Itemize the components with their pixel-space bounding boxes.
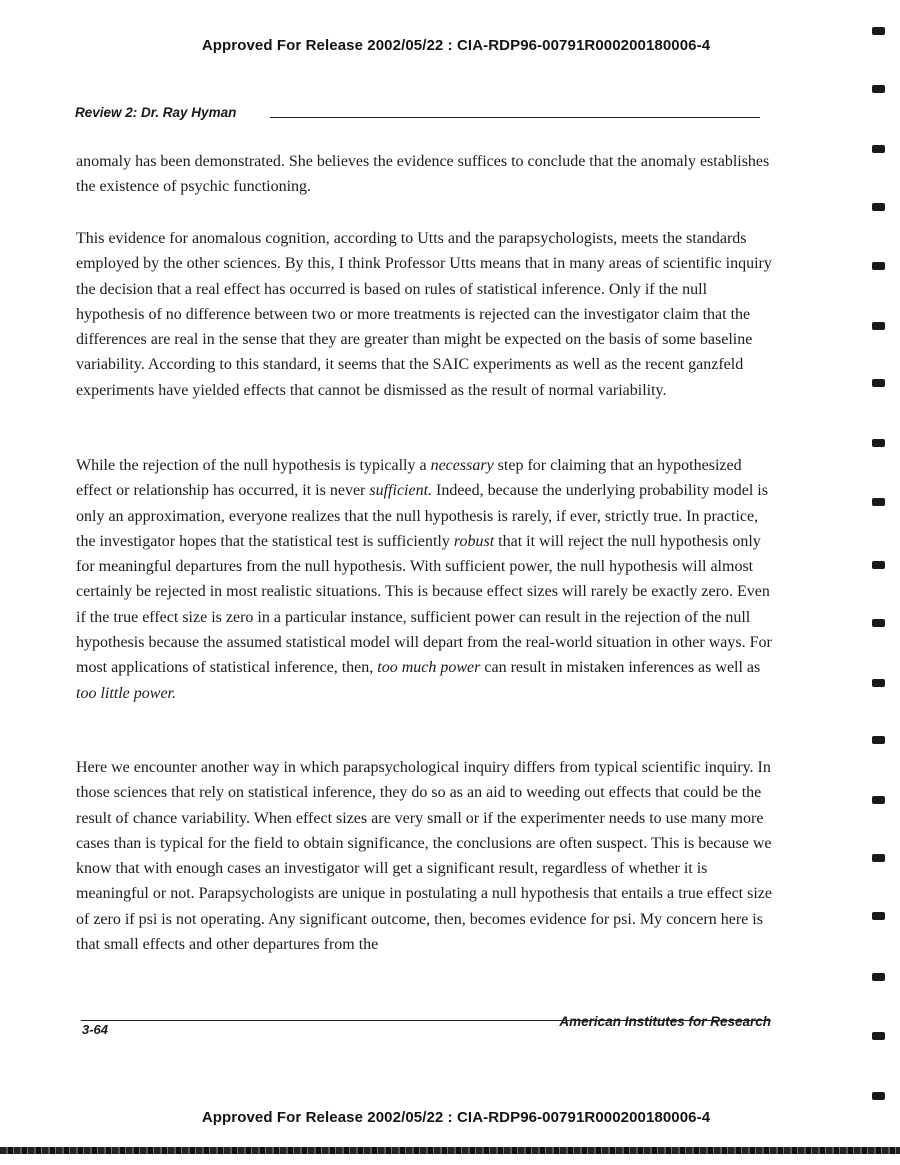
header-rule (270, 117, 760, 118)
scan-margin-mark (872, 1092, 885, 1100)
text-run: step for claiming that an hypothesized effect or relationship has occurred, it is never (76, 457, 742, 500)
scan-margin-mark (872, 203, 885, 211)
scan-margin-mark (872, 85, 885, 93)
running-header: Review 2: Dr. Ray Hyman (75, 105, 237, 120)
scan-margin-mark (872, 561, 885, 569)
scan-margin-mark (872, 322, 885, 330)
emphasis-too-much-power: too much power (377, 659, 481, 677)
paragraph-4 (76, 755, 776, 982)
footer-rule (81, 1020, 771, 1021)
scan-margin-mark (872, 379, 885, 387)
emphasis-too-little-power: too little power. (76, 684, 176, 702)
release-stamp-bottom: Approved For Release 2002/05/22 : CIA-RDP96-00791R000200180006-4 (201, 1109, 711, 1126)
release-stamp-top: Approved For Release 2002/05/22 : CIA-RDP96-00791R000200180006-4 (201, 37, 711, 54)
scan-margin-mark (872, 498, 885, 506)
page-number: 3-64 (82, 1022, 109, 1037)
scan-margin-mark (872, 973, 885, 981)
emphasis-sufficient: sufficient. (369, 482, 433, 500)
scan-margin-mark (872, 262, 885, 270)
text-run: can result in mistaken inferences as well as (480, 659, 761, 677)
text-run: that it will reject the null hypothesis only for meaningful departures from the null hypothesis. With sufficient power, the null hypothesis will almost certainly be rejected in most realistic situations. This is because effect sizes will rarely be exactly zero. Even if the true effect size is zero in a particular instance, sufficient power can result in the rejection of the null hypothesis because the assumed statistical model will depart from the real-world situation in other ways. For most applications of statistical inference, then, (76, 532, 772, 677)
emphasis-robust: robust (453, 532, 495, 550)
emphasis-necessary: necessary (430, 457, 494, 474)
paragraph-2-text: This evidence for anomalous cognition, according to Utts and the parapsychologists, meets the standards employed by the other sciences. By this, I think Professor Utts means that in many areas of scientific inquiry the decision that a real effect has occurred is based on rules of statistical inference. Only if the null hypothesis of no difference between two or more treatments is rejected can the investigator claim that the differences are real in the sense that they are greater than might be expected on the basis of some baseline variability. According to this standard, it seems that the SAIC experiments as well as the recent ganzfeld experiments have yielded effects that cannot be dismissed as the result of normal variability. (76, 230, 772, 399)
scan-margin-mark (872, 619, 885, 627)
scan-edge-strip (0, 1147, 900, 1154)
footer-organization: American Institutes for Research (559, 1014, 771, 1029)
scan-margin-mark (872, 679, 885, 687)
scan-margin-mark (872, 27, 885, 35)
scan-margin-mark (872, 854, 885, 862)
scan-margin-mark (872, 145, 885, 153)
paragraph-1 (76, 149, 776, 225)
paragraph-2 (76, 226, 776, 428)
scan-margin-mark (872, 796, 885, 804)
paragraph-4-text: Here we encounter another way in which parapsychological inquiry differs from typical scientific inquiry. In those sciences that rely on statistical inference, they do so as an aid to weeding out effects that could be the result of chance variability. When effect sizes are very small or if the experimenter needs to use many more cases than is typical for the field to obtain significance, the conclusions are often suspect. This is because we know that with enough cases an investigator will get a significant result, regardless of whether it is meaningful or not. Parapsychologists are unique in postulating a null hypothesis that entails a true effect size of zero if psi is not operating. Any significant outcome, then, becomes evidence for psi. My concern here is that small effects and other departures from the (76, 759, 772, 954)
scan-margin-mark (872, 1032, 885, 1040)
text-run: Indeed, because the underlying probability model is only an approximation, everyone realizes that the null hypothesis is rarely, if ever, strictly true. In practice, the investigator hopes that the statistical test is sufficiently (76, 482, 768, 550)
scan-margin-mark (872, 912, 885, 920)
paragraph-1-text: anomaly has been demonstrated. She believes the evidence suffices to conclude that the anomaly establishes the existence of psychic functioning. (76, 153, 770, 196)
scan-margin-mark (872, 736, 885, 744)
paragraph-3 (76, 453, 776, 731)
paragraph-3-text (76, 453, 776, 706)
scan-margin-mark (872, 439, 885, 447)
text-run: While the rejection of the null hypothesis is typically a (76, 457, 431, 474)
